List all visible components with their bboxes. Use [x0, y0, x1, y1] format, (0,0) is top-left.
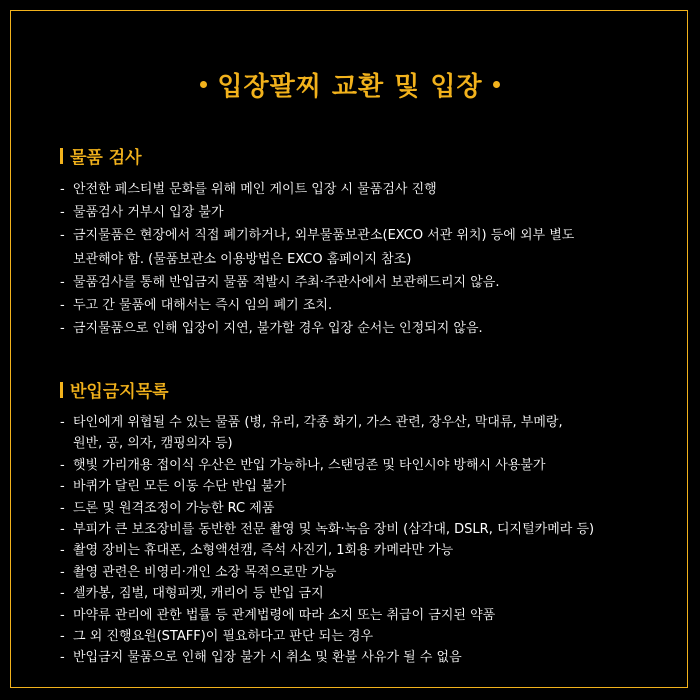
- section-prohibited-items: [60, 377, 660, 669]
- item-list: [60, 178, 660, 340]
- page-title: [0, 66, 700, 103]
- list-item: - 안전한 페스티벌 문화를 위해 메인 게이트 입장 시 물품검사 진행: [60, 178, 660, 201]
- section-item-inspection: [60, 143, 660, 340]
- list-item: - 드론 및 원격조정이 가능한 RC 제품: [60, 498, 660, 519]
- item-list: [60, 412, 660, 669]
- list-item: - 타인에게 위협될 수 있는 물품 (병, 유리, 각종 화기, 가스 관련, 장우산, 막대류, 부메랑, 원반, 공, 의자, 캠핑의자 등): [60, 412, 660, 455]
- page-title-text: 입장팔찌 교환 및 입장: [217, 72, 483, 102]
- section-heading: [60, 143, 660, 168]
- list-item: - 반입금지 물품으로 인해 입장 불가 시 취소 및 환불 사유가 될 수 없음: [60, 647, 660, 668]
- list-item: - 물품검사 거부시 입장 불가: [60, 201, 660, 224]
- list-item: - 촬영 장비는 휴대폰, 소형액션캠, 즉석 사진기, 1회용 카메라만 가능: [60, 540, 660, 561]
- heading-bar-icon: [60, 148, 63, 164]
- list-item: - 햇빛 가리개용 접이식 우산은 반입 가능하나, 스탠딩존 및 타인시야 방해시 사용불가: [60, 455, 660, 476]
- list-item: - 금지물품으로 인해 입장이 지연, 불가할 경우 입장 순서는 인정되지 않음.: [60, 317, 660, 340]
- section-heading-text: 물품 검사: [70, 148, 142, 168]
- section-heading: [60, 377, 660, 402]
- list-item: - 그 외 진행요원(STAFF)이 필요하다고 판단 되는 경우: [60, 626, 660, 647]
- list-item: - 물품검사를 통해 반입금지 물품 적발시 주최·주관사에서 보관해드리지 않음.: [60, 271, 660, 294]
- list-item: - 촬영 관련은 비영리·개인 소장 목적으로만 가능: [60, 562, 660, 583]
- list-item: - 두고 간 물품에 대해서는 즉시 임의 폐기 조치.: [60, 294, 660, 317]
- heading-bar-icon: [60, 382, 63, 398]
- bullet-dot-icon: [200, 81, 207, 88]
- list-item: - 바퀴가 달린 모든 이동 수단 반입 불가: [60, 476, 660, 497]
- list-item: - 셀카봉, 짐벌, 대형피켓, 캐리어 등 반입 금지: [60, 583, 660, 604]
- list-item: - 마약류 관리에 관한 법률 등 관계법령에 따라 소지 또는 취급이 금지된 약품: [60, 605, 660, 626]
- list-item: - 금지물품은 현장에서 직접 폐기하거나, 외부물품보관소(EXCO 서관 위치) 등에 외부 별도 보관해야 함. (물품보관소 이용방법은 EXCO 홈페이지 참조): [60, 224, 660, 270]
- list-item: - 부피가 큰 보조장비를 동반한 전문 촬영 및 녹화·녹음 장비 (삼각대, DSLR, 디지털카메라 등): [60, 519, 660, 540]
- bullet-dot-icon: [493, 81, 500, 88]
- section-heading-text: 반입금지목록: [70, 382, 169, 402]
